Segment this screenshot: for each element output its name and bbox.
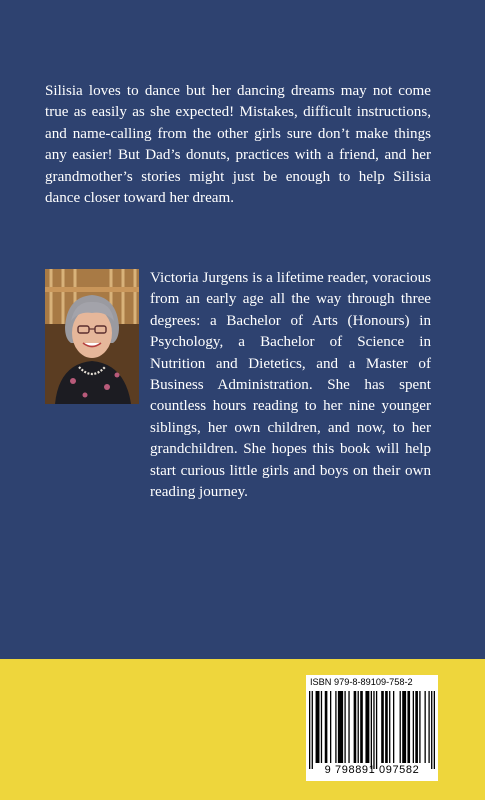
author-photo — [45, 269, 139, 404]
barcode-digits: 9 798891 097582 — [324, 764, 420, 776]
barcode-bars — [309, 691, 435, 769]
book-blurb: Silisia loves to dance but her dancing dreams may not come true as easily as she expected! Mistakes, difficult instructions, and name-calling from the other girls sure don’t make things any easier! But Dad’s donuts, practices with a friend, and her grandmother’s stories might just be enough to help Silisia dance closer toward her dream. — [45, 83, 431, 207]
isbn-barcode — [306, 675, 438, 781]
author-bio: Victoria Jurgens is a lifetime reader, voracious from an early age all the way through three degrees: a Bachelor of Arts (Honours) in Psychology, a Bachelor of Science in Nutrition and Dietetics, and a Master of Business Administration. She has spent countless hours reading to her nine younger siblings, her own children, and now, to her grandchildren. She hopes this book will help start curious little girls and boys on their own reading journey. — [150, 270, 431, 501]
isbn-label: ISBN 979-8-89109-758-2 — [310, 677, 413, 687]
